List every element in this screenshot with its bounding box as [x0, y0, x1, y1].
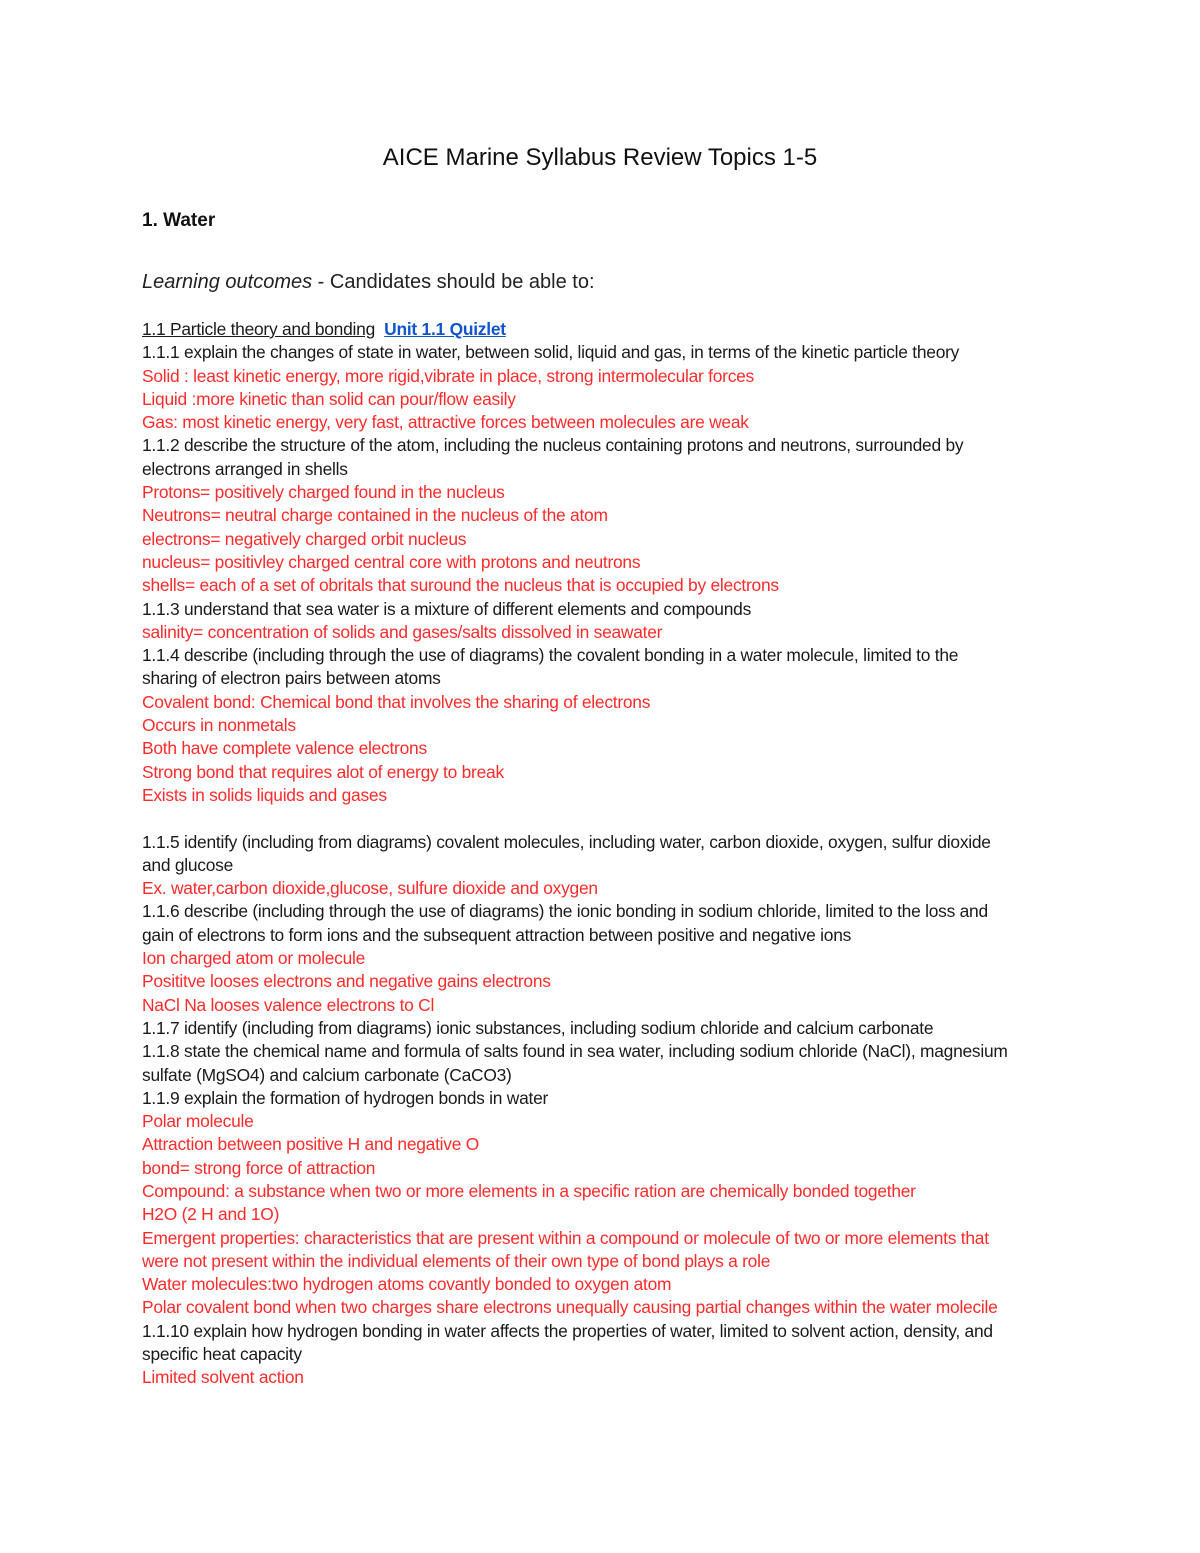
subsection-heading: [142, 318, 1062, 341]
answer-line: H2O (2 H and 1O): [142, 1204, 280, 1225]
answer-line: Neutrons= neutral charge contained in the nucleus of the atom: [142, 505, 608, 526]
quizlet-link[interactable]: Unit 1.1 Quizlet: [384, 319, 506, 339]
outcome-line: 1.1.1 explain the changes of state in water, between solid, liquid and gas, in terms of the kinetic particle theory: [142, 342, 960, 363]
outcome-line: sharing of electron pairs between atoms: [142, 668, 441, 689]
page-title: AICE Marine Syllabus Review Topics 1-5: [382, 144, 818, 171]
outcome-lines: [142, 341, 1062, 1389]
answer-line: Liquid :more kinetic than solid can pour/flow easily: [142, 388, 516, 409]
outcome-line: 1.1.5 identify (including from diagrams) covalent molecules, including water, carbon dioxide, oxygen, sulfur dioxide: [142, 831, 991, 852]
answer-line: Gas: most kinetic energy, very fast, attractive forces between molecules are weak: [142, 412, 749, 433]
learning-outcomes-intro: [142, 268, 595, 296]
answer-line: Compound: a substance when two or more elements in a specific ration are chemically bonded together: [142, 1180, 916, 1201]
answer-line: nucleus= positivley charged central core with protons and neutrons: [142, 551, 641, 572]
answer-line: salinity= concentration of solids and gases/salts dissolved in seawater: [142, 621, 663, 642]
answer-line: electrons= negatively charged orbit nucleus: [142, 528, 467, 549]
answer-line: Solid : least kinetic energy, more rigid,vibrate in place, strong intermolecular forces: [142, 365, 755, 386]
answer-line: Covalent bond: Chemical bond that involves the sharing of electrons: [142, 691, 651, 712]
answer-line: Both have complete valence electrons: [142, 738, 427, 759]
answer-line: Posititve looses electrons and negative gains electrons: [142, 971, 551, 992]
outcome-line: sulfate (MgSO4) and calcium carbonate (CaCO3): [142, 1064, 512, 1085]
outcome-line: 1.1.4 describe (including through the use of diagrams) the covalent bonding in a water molecule, limited to the: [142, 645, 959, 666]
answer-line: Strong bond that requires alot of energy to break: [142, 761, 504, 782]
subsection-label: 1.1 Particle theory and bonding: [142, 319, 375, 339]
outcome-line: 1.1.8 state the chemical name and formula of salts found in sea water, including sodium chloride (NaCl), magnesium: [142, 1041, 1008, 1062]
outcome-line: gain of electrons to form ions and the subsequent attraction between positive and negative ions: [142, 924, 852, 945]
document-body: [142, 318, 1062, 1390]
outcome-line: 1.1.6 describe (including through the use of diagrams) the ionic bonding in sodium chloride, limited to the loss and: [142, 901, 988, 922]
outcome-line: 1.1.3 understand that sea water is a mixture of different elements and compounds: [142, 598, 752, 619]
answer-line: NaCl Na looses valence electrons to Cl: [142, 994, 435, 1015]
answer-line: Ex. water,carbon dioxide,glucose, sulfure dioxide and oxygen: [142, 878, 598, 899]
section-heading: 1. Water: [142, 208, 219, 234]
answer-line: Polar covalent bond when two charges share electrons unequally causing partial changes within the water molecile: [142, 1297, 998, 1318]
answer-line: Emergent properties: characteristics that are present within a compound or molecule of two or more elements that: [142, 1227, 989, 1248]
learning-outcomes-text: - Candidates should be able to:: [312, 271, 595, 293]
answer-line: bond= strong force of attraction: [142, 1157, 376, 1178]
blank-line: [142, 807, 1062, 830]
outcome-line: 1.1.2 describe the structure of the atom, including the nucleus containing protons and neutrons, surrounded by: [142, 435, 964, 456]
answer-line: were not present within the individual elements of their own type of bond plays a role: [142, 1250, 771, 1271]
learning-outcomes-label: Learning outcomes: [142, 271, 313, 293]
answer-line: Polar molecule: [142, 1111, 254, 1132]
answer-line: Exists in solids liquids and gases: [142, 784, 387, 805]
answer-line: Ion charged atom or molecule: [142, 948, 366, 969]
outcome-line: 1.1.9 explain the formation of hydrogen bonds in water: [142, 1087, 549, 1108]
answer-line: Limited solvent action: [142, 1367, 304, 1388]
outcome-line: 1.1.7 identify (including from diagrams) ionic substances, including sodium chloride and calcium carbonate: [142, 1017, 934, 1038]
outcome-line: electrons arranged in shells: [142, 458, 348, 479]
answer-line: Attraction between positive H and negative O: [142, 1134, 480, 1155]
answer-line: Occurs in nonmetals: [142, 715, 296, 736]
outcome-line: and glucose: [142, 854, 234, 875]
answer-line: shells= each of a set of obritals that suround the nucleus that is occupied by electrons: [142, 575, 779, 596]
answer-line: Protons= positively charged found in the nucleus: [142, 482, 505, 503]
answer-line: Water molecules:two hydrogen atoms covantly bonded to oxygen atom: [142, 1274, 672, 1295]
outcome-line: specific heat capacity: [142, 1344, 302, 1365]
outcome-line: 1.1.10 explain how hydrogen bonding in water affects the properties of water, limited to solvent action, density, and: [142, 1320, 993, 1341]
